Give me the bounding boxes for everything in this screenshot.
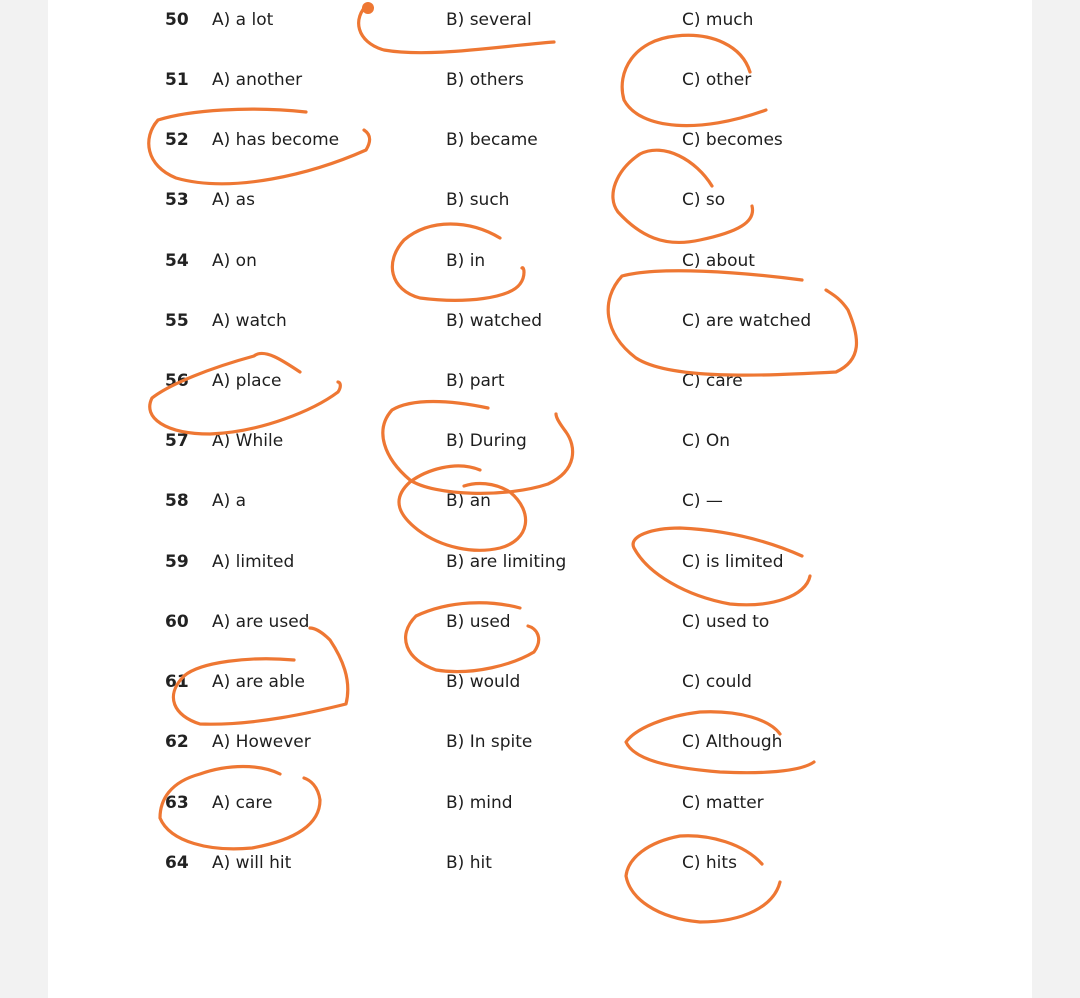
question-number: 57 <box>165 431 189 451</box>
question-row-53 <box>48 188 1032 212</box>
option-b: B) part <box>446 371 505 391</box>
option-c: C) Although <box>682 732 783 752</box>
question-number: 50 <box>165 10 189 30</box>
option-c: C) about <box>682 251 755 271</box>
question-number: 58 <box>165 491 189 511</box>
option-a: A) has become <box>212 130 340 150</box>
option-c: C) — <box>682 491 723 511</box>
option-b: B) hit <box>446 853 492 873</box>
question-row-61 <box>48 670 1032 694</box>
question-row-62 <box>48 730 1032 754</box>
option-c: C) On <box>682 431 731 451</box>
option-c: C) much <box>682 10 754 30</box>
option-a: A) However <box>212 732 311 752</box>
question-row-60 <box>48 610 1032 634</box>
option-a: A) on <box>212 251 257 271</box>
option-c: C) could <box>682 672 752 692</box>
option-c: C) other <box>682 70 752 90</box>
option-b: B) would <box>446 672 521 692</box>
question-row-51 <box>48 68 1032 92</box>
option-a: A) a <box>212 491 247 511</box>
question-row-54 <box>48 249 1032 273</box>
question-number: 55 <box>165 311 189 331</box>
option-b: B) used <box>446 612 511 632</box>
option-a: A) will hit <box>212 853 292 873</box>
question-number: 62 <box>165 732 189 752</box>
option-b: B) mind <box>446 793 513 813</box>
question-row-56 <box>48 369 1032 393</box>
option-c: C) so <box>682 190 726 210</box>
option-b: B) are limiting <box>446 552 567 572</box>
question-row-58 <box>48 489 1032 513</box>
question-number: 51 <box>165 70 189 90</box>
option-c: C) is limited <box>682 552 784 572</box>
worksheet-page <box>48 0 1032 998</box>
question-row-63 <box>48 791 1032 815</box>
option-a: A) another <box>212 70 303 90</box>
option-b: B) became <box>446 130 538 150</box>
question-number: 59 <box>165 552 189 572</box>
question-row-64 <box>48 851 1032 875</box>
question-number: 61 <box>165 672 189 692</box>
option-b: B) In spite <box>446 732 533 752</box>
option-c: C) becomes <box>682 130 783 150</box>
question-number: 63 <box>165 793 189 813</box>
question-row-52 <box>48 128 1032 152</box>
option-b: B) watched <box>446 311 543 331</box>
option-c: C) are watched <box>682 311 812 331</box>
question-number: 53 <box>165 190 189 210</box>
option-a: A) While <box>212 431 284 451</box>
option-a: A) are used <box>212 612 310 632</box>
question-number: 54 <box>165 251 189 271</box>
question-row-59 <box>48 550 1032 574</box>
option-c: C) used to <box>682 612 770 632</box>
option-a: A) a lot <box>212 10 274 30</box>
question-number: 56 <box>165 371 189 391</box>
option-a: A) limited <box>212 552 295 572</box>
option-a: A) as <box>212 190 255 210</box>
question-row-57 <box>48 429 1032 453</box>
option-c: C) matter <box>682 793 764 813</box>
option-c: C) care <box>682 371 743 391</box>
option-b: B) an <box>446 491 491 511</box>
question-row-55 <box>48 309 1032 333</box>
question-number: 52 <box>165 130 189 150</box>
option-b: B) in <box>446 251 486 271</box>
option-a: A) care <box>212 793 273 813</box>
question-number: 60 <box>165 612 189 632</box>
question-row-50 <box>48 8 1032 32</box>
option-a: A) watch <box>212 311 287 331</box>
option-a: A) place <box>212 371 282 391</box>
question-number: 64 <box>165 853 189 873</box>
option-a: A) are able <box>212 672 305 692</box>
option-b: B) several <box>446 10 532 30</box>
option-c: C) hits <box>682 853 737 873</box>
option-b: B) During <box>446 431 527 451</box>
option-b: B) such <box>446 190 510 210</box>
option-b: B) others <box>446 70 524 90</box>
